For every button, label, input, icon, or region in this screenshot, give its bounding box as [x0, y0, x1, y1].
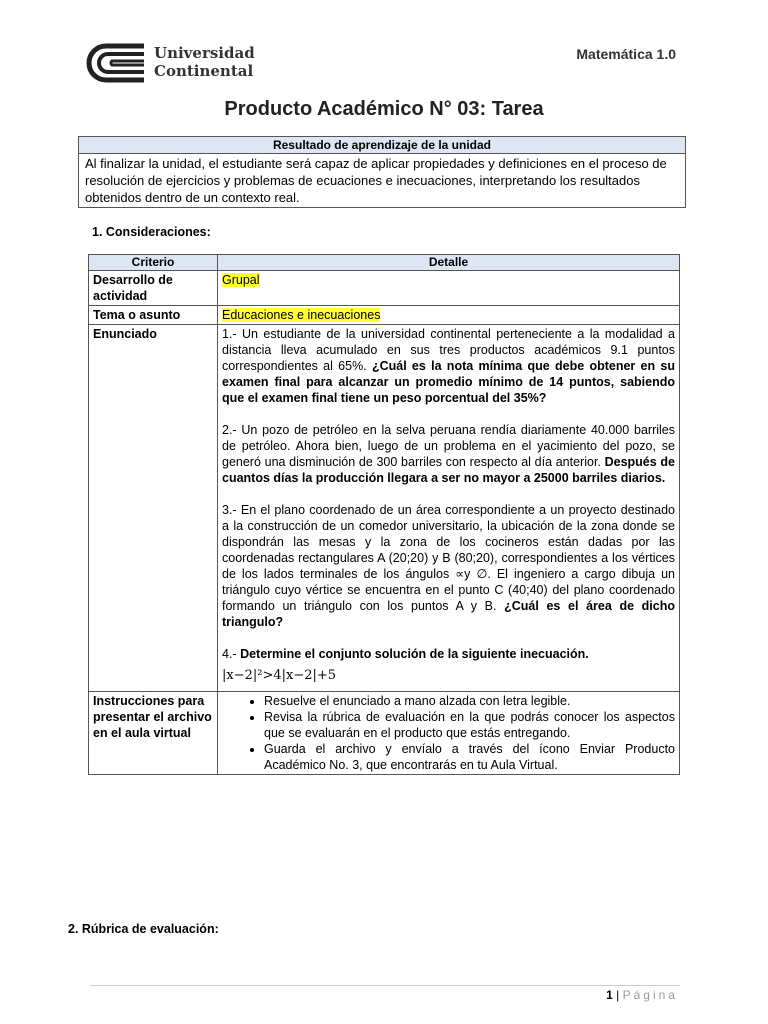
problem-2-text: 2.- Un pozo de petróleo en la selva peruana rendía diariamente 40.000 barriles de petróleo. Ahora bien, luego de un problema en el yacimiento del pozo, se generó una disminución de 300 barriles con respecto al día anterior.	[222, 423, 675, 469]
problem-4-text: 4.-	[222, 647, 241, 661]
row-label-enunciado: Enunciado	[89, 325, 218, 692]
instructions-list	[222, 693, 675, 773]
instruction-item: • Resuelve el enunciado a mano alzada con letra legible.	[264, 693, 675, 709]
column-criterio: Criterio	[89, 255, 218, 271]
row-label-instrucciones: Instrucciones para presentar el archivo en el aula virtual	[89, 692, 218, 775]
instruction-item: • Guarda el archivo y envíalo a través del ícono Enviar Producto Académico No. 3, que encontrarás en tu Aula Virtual.	[264, 741, 675, 773]
logo-line-2: Continental	[154, 62, 254, 80]
footer-divider	[90, 985, 680, 986]
document-title: Producto Académico N° 03: Tarea	[224, 98, 544, 120]
inequality-formula: |x−2|²>4|x−2|+5	[222, 668, 337, 683]
problem-2	[222, 422, 675, 486]
row-value-desarrollo	[218, 271, 680, 306]
learning-outcome-heading: Resultado de aprendizaje de la unidad	[79, 137, 686, 154]
considerations-table	[88, 254, 680, 775]
row-value-enunciado	[218, 325, 680, 692]
problem-3-question: ¿Cuál es el área de dicho triangulo?	[222, 599, 675, 629]
row-value-tema	[218, 306, 680, 325]
problem-1	[222, 326, 675, 406]
row-value-instrucciones	[218, 692, 680, 775]
page-number: 1	[606, 988, 613, 1002]
problem-3	[222, 502, 675, 630]
course-name: Matemática 1.0	[576, 46, 676, 62]
learning-outcome-body: Al finalizar la unidad, el estudiante será capaz de aplicar propiedades y definiciones en el proceso de resolución de ejercicios y problemas de ecuaciones e inecuaciones, interpretando los resultados obtenidos dentro de un contexto real.	[79, 154, 686, 208]
logo-text	[154, 44, 255, 80]
row-label-tema: Tema o asunto	[89, 306, 218, 325]
section-rubrica: 2. Rúbrica de evaluación:	[68, 922, 219, 936]
logo-line-1: Universidad	[154, 44, 255, 62]
column-detalle: Detalle	[218, 255, 680, 271]
page-footer	[606, 988, 678, 1002]
problem-1-text: 1.- Un estudiante de la universidad continental perteneciente a la modalidad a distancia lleva acumulado en sus tres productos académicos 9.1 puntos correspondientes al 65%.	[222, 327, 675, 373]
row-label-desarrollo: Desarrollo de actividad	[89, 271, 218, 306]
highlight-grupal: Grupal	[222, 273, 260, 287]
highlight-tema: Educaciones e inecuaciones	[222, 308, 381, 322]
footer-separator: |	[616, 988, 620, 1002]
footer-page-word: Página	[622, 988, 678, 1002]
university-logo	[86, 42, 255, 84]
problem-3-text: 3.- En el plano coordenado de un área correspondiente a un proyecto destinado a la construcción de un comedor universitario, la ubicación de la zona donde se dispondrán las mesas y la zona de los cocineros están dadas por las coordenadas rectangulares A (20;20) y B (80;20), correspondientes a los vértices de los lados terminales de los ángulos ∝y ∅. El ingeniero a cargo dibuja un triángulo cuyo vértice se encuentra en el punto C (40;40) del plano coordenado formando un triángulo con los puntos A y B.	[222, 503, 675, 613]
logo-mark-icon	[86, 42, 148, 84]
problem-1-question: ¿Cuál es la nota mínima que debe obtener en su examen final para alcanzar un promedio mínimo de 14 puntos, sabiendo que el examen final tiene un peso porcentual del 35%?	[222, 359, 675, 405]
problem-4-question: Determine el conjunto solución de la siguiente inecuación.	[240, 647, 589, 661]
learning-outcome-table	[78, 136, 686, 208]
instruction-item: • Revisa la rúbrica de evaluación en la que podrás conocer los aspectos que se evaluarán en el producto que estás entregando.	[264, 709, 675, 741]
section-consideraciones: 1. Consideraciones:	[92, 225, 211, 239]
problem-2-question: Después de cuantos días la producción llegara a ser no mayor a 25000 barriles diarios.	[222, 455, 675, 485]
problem-4	[222, 646, 675, 662]
